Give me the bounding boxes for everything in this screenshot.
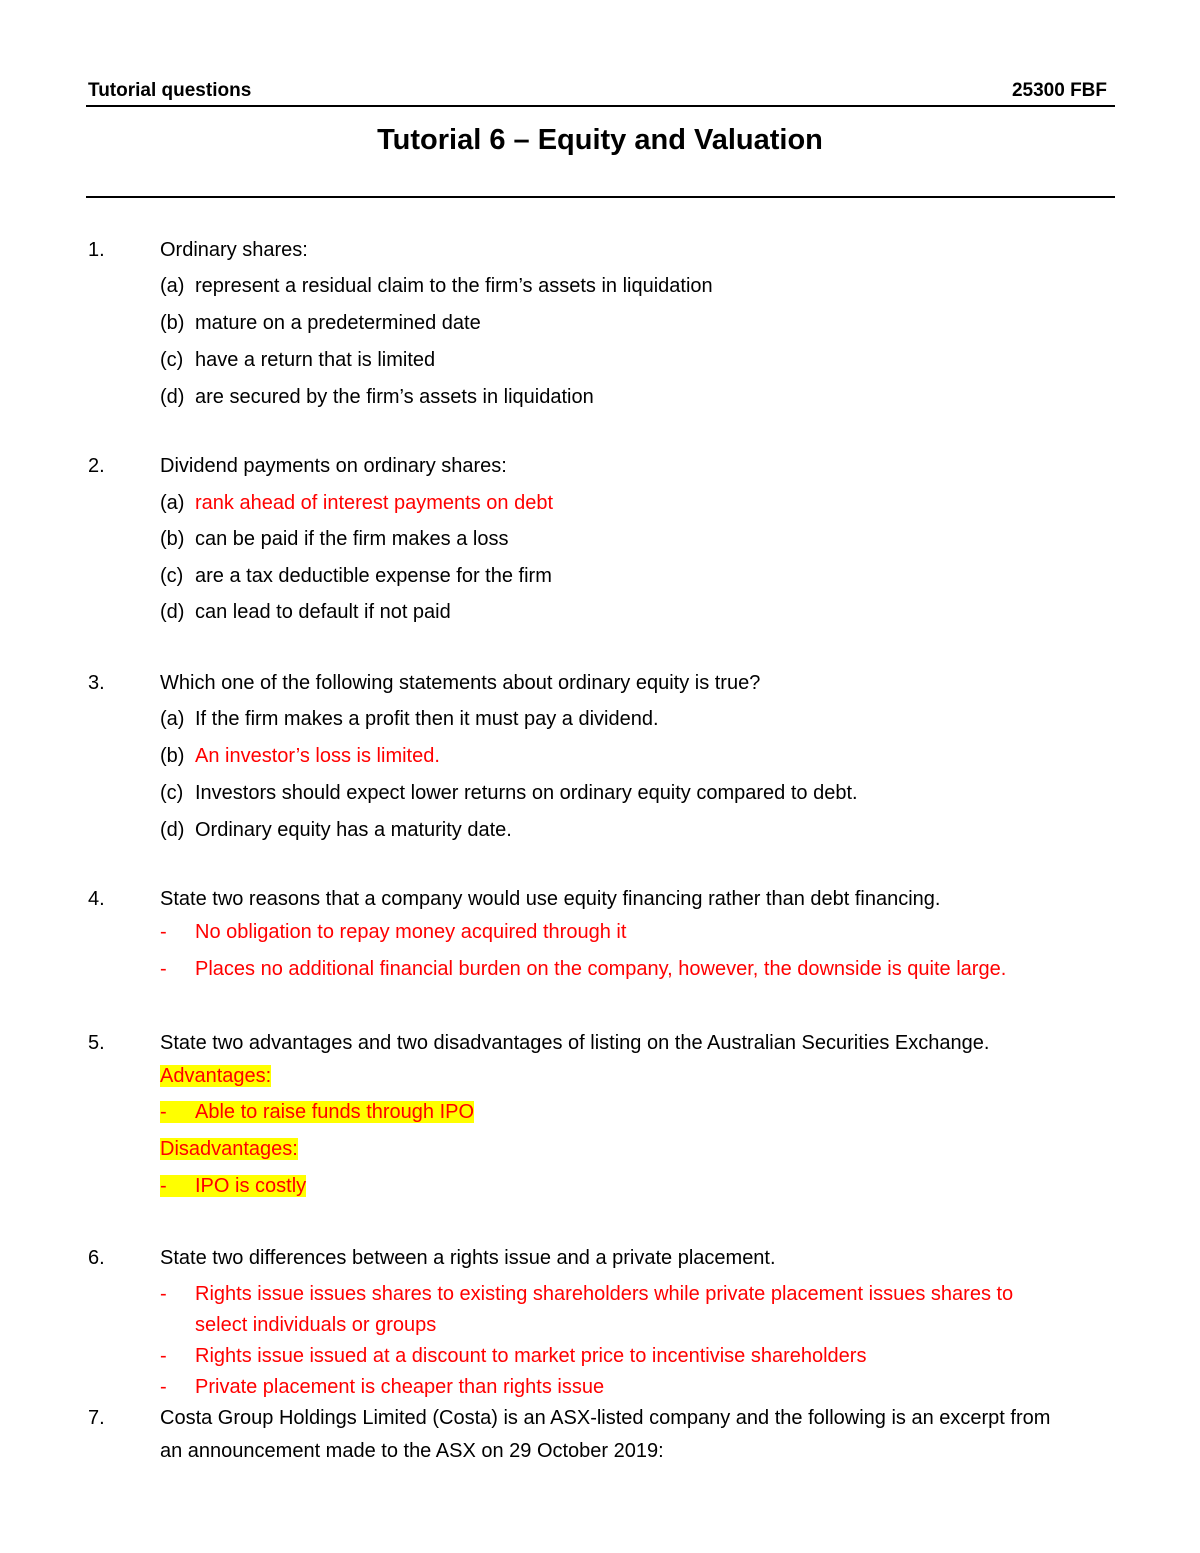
q5-advantages-heading (160, 1065, 271, 1088)
option-label: (c) (160, 565, 184, 587)
q4-answer-1 (160, 921, 626, 944)
q4-number: 4. (88, 888, 105, 910)
highlighted-heading: Disadvantages: (160, 1138, 298, 1160)
option-label: (b) (160, 528, 185, 550)
q1-option-c (160, 349, 435, 372)
q1-option-d (160, 386, 594, 409)
option-text: Ordinary equity has a maturity date. (195, 819, 512, 841)
option-text-answer: rank ahead of interest payments on debt (195, 492, 554, 514)
answer-text: Able to raise funds through IPO (195, 1101, 475, 1123)
answer-text: Private placement is cheaper than rights issue (195, 1376, 605, 1398)
q5-disadvantages-heading (160, 1138, 298, 1161)
q4-stem: State two reasons that a company would use equity financing rather than debt financing. (160, 888, 941, 910)
q3-option-d (160, 819, 512, 842)
option-text: can lead to default if not paid (195, 601, 451, 623)
header-right: 25300 FBF (1011, 80, 1107, 101)
dash-bullet: - (160, 1283, 167, 1305)
q2-option-d (160, 601, 451, 624)
q2-option-b (160, 528, 508, 551)
highlighted-heading: Advantages: (160, 1065, 272, 1087)
option-label: (b) (160, 312, 185, 334)
option-text: Investors should expect lower returns on ordinary equity compared to debt. (195, 782, 858, 804)
q2-stem: Dividend payments on ordinary shares: (160, 455, 507, 477)
q2-number: 2. (88, 455, 105, 477)
option-label: (c) (160, 349, 184, 371)
page-title: Tutorial 6 – Equity and Valuation (377, 124, 823, 156)
q5-advantage-item (160, 1101, 474, 1124)
answer-text: IPO is costly (195, 1175, 307, 1197)
answer-text: No obligation to repay money acquired through it (195, 921, 627, 943)
q6-answer-1 (160, 1283, 1013, 1306)
header-left: Tutorial questions (88, 80, 252, 101)
q6-stem: State two differences between a rights issue and a private placement. (160, 1247, 776, 1269)
header-rule (86, 105, 1115, 107)
q5-disadvantage-item (160, 1175, 306, 1198)
q1-stem: Ordinary shares: (160, 239, 308, 261)
option-label: (b) (160, 745, 185, 767)
q4-answer-2 (160, 958, 1006, 981)
option-text: If the firm makes a profit then it must pay a dividend. (195, 708, 659, 730)
dash-bullet: - (160, 958, 167, 980)
option-text: represent a residual claim to the firm’s assets in liquidation (195, 275, 713, 297)
dash-bullet: - (160, 1376, 167, 1398)
option-label: (d) (160, 601, 185, 623)
option-label: (a) (160, 492, 185, 514)
answer-text: Places no additional financial burden on the company, however, the downside is quite large. (195, 958, 1007, 980)
q5-stem: State two advantages and two disadvantages of listing on the Australian Securities Exchange. (160, 1032, 990, 1054)
q3-option-c (160, 782, 858, 805)
option-label: (a) (160, 708, 185, 730)
option-text-answer: An investor’s loss is limited. (195, 745, 440, 767)
q1-number: 1. (88, 239, 105, 261)
q2-option-a (160, 492, 553, 515)
q7-stem-line-2: an announcement made to the ASX on 29 October 2019: (160, 1440, 664, 1462)
q6-answer-3 (160, 1376, 604, 1399)
dash-bullet: - (160, 1345, 167, 1367)
option-text: mature on a predetermined date (195, 312, 481, 334)
q7-number: 7. (88, 1407, 105, 1429)
option-label: (d) (160, 819, 185, 841)
highlighted-item (160, 1175, 306, 1197)
q3-option-b (160, 745, 440, 768)
q2-option-c (160, 565, 552, 588)
dash-bullet: - (160, 1175, 167, 1197)
q1-option-a (160, 275, 713, 298)
q5-number: 5. (88, 1032, 105, 1054)
option-text: are a tax deductible expense for the firm (195, 565, 552, 587)
option-label: (d) (160, 386, 185, 408)
option-text: can be paid if the firm makes a loss (195, 528, 509, 550)
q3-number: 3. (88, 672, 105, 694)
dash-bullet: - (160, 921, 167, 943)
answer-text: Rights issue issues shares to existing shareholders while private placement issues shares to (195, 1283, 1014, 1305)
option-text: are secured by the firm’s assets in liquidation (195, 386, 594, 408)
q6-number: 6. (88, 1247, 105, 1269)
option-label: (a) (160, 275, 185, 297)
q6-answer-1-continued: select individuals or groups (195, 1314, 437, 1336)
q3-stem: Which one of the following statements about ordinary equity is true? (160, 672, 761, 694)
option-text: have a return that is limited (195, 349, 436, 371)
q7-stem-line-1: Costa Group Holdings Limited (Costa) is an ASX-listed company and the following is an excerpt from (160, 1407, 1051, 1429)
title-rule (86, 196, 1115, 198)
highlighted-item (160, 1101, 474, 1123)
q1-option-b (160, 312, 481, 335)
q6-answer-2 (160, 1345, 866, 1368)
option-label: (c) (160, 782, 184, 804)
q3-option-a (160, 708, 659, 731)
answer-text: Rights issue issued at a discount to market price to incentivise shareholders (195, 1345, 867, 1367)
dash-bullet: - (160, 1101, 167, 1123)
